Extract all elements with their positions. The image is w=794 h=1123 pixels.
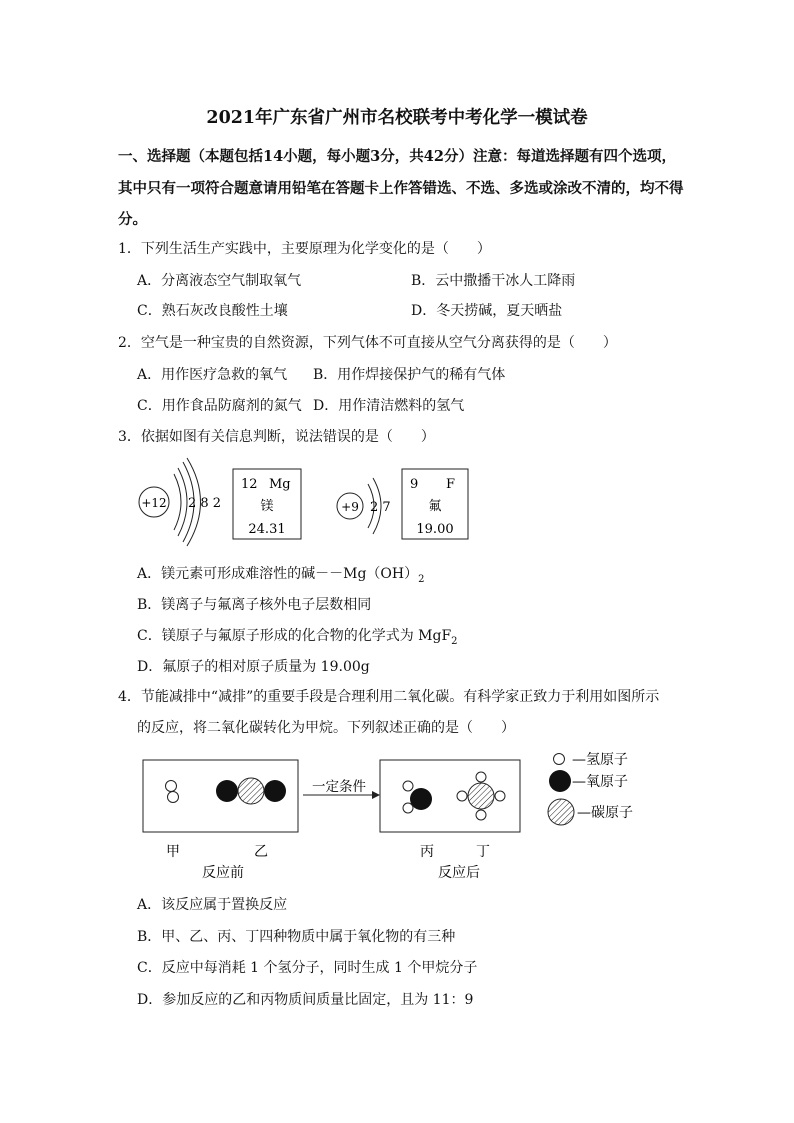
f-atom-diagram <box>337 478 391 534</box>
f-element-card <box>402 469 468 539</box>
question-4-option-c: C．反应中每消耗 1 个氢分子，同时生成 1 个甲烷分子 <box>137 960 478 976</box>
question-1-option-b: B．云中撒播干冰人工降雨 <box>411 273 576 289</box>
question-1-option-a: A．分离液态空气制取氧气 <box>137 273 302 289</box>
section-instructions-line1: 一、选择题（本题包括14小题，每小题3分，共42分）注意：每道选择题有四个选项， <box>118 148 676 165</box>
question-2-option-b: B．用作焊接保护气的稀有气体 <box>313 367 506 383</box>
question-3-option-b: B．镁离子与氟离子核外电子层数相同 <box>137 597 372 613</box>
f-nucleus-charge: +9 <box>341 500 359 514</box>
label-before-reaction: 反应前 <box>202 865 244 881</box>
legend-hydrogen-icon <box>554 754 565 765</box>
hydrogen-atom <box>495 791 505 801</box>
mg-nucleus-charge: +12 <box>141 496 167 510</box>
hydrogen-atom <box>403 781 413 791</box>
oxygen-atom <box>216 780 238 802</box>
question-4-stem-line1: 4．节能减排中“减排”的重要手段是合理利用二氧化碳。有科学家正致力于利用如图所示 <box>118 689 660 705</box>
section-instructions-line2: 其中只有一项符合题意请用铅笔在答题卡上作答错选、不选、多选或涂改不清的，均不得 <box>118 180 684 197</box>
mg-atom-diagram <box>139 458 221 546</box>
hydrogen-atom <box>166 781 177 792</box>
question-4-option-b: B．甲、乙、丙、丁四种物质中属于氧化物的有三种 <box>137 929 456 945</box>
label-jia: 甲 <box>166 844 180 860</box>
carbon-atom <box>238 778 264 804</box>
mg-element-card <box>233 469 301 539</box>
hydrogen-atom <box>476 810 486 820</box>
f-atomic-number: 9 <box>410 477 419 492</box>
question-2-option-a: A．用作医疗急救的氧气 <box>137 367 288 383</box>
mg-symbol: Mg <box>269 477 291 492</box>
mg-atomic-mass: 24.31 <box>248 522 286 537</box>
question-1-option-d: D．冬天捞碱，夏天晒盐 <box>411 303 563 319</box>
question-4-option-d: D．参加反应的乙和丙物质间质量比固定，且为 11：9 <box>137 992 474 1008</box>
hydrogen-atom <box>476 772 486 782</box>
legend-carbon-label: —碳原子 <box>577 805 633 821</box>
mg-electron-shells: 2 8 2 <box>188 496 222 511</box>
label-after-reaction: 反应后 <box>438 865 480 881</box>
legend-oxygen-icon <box>549 770 571 792</box>
atom-structure-figure <box>130 452 470 550</box>
hydrogen-atom <box>168 792 179 803</box>
question-2-option-d: D．用作清洁燃料的氢气 <box>313 398 465 414</box>
question-3-option-a: A．镁元素可形成难溶性的碱$--Mg(OH)_2$ <box>137 566 425 585</box>
f-electron-shells: 2 7 <box>370 500 391 515</box>
reaction-condition: 一定条件 <box>312 779 366 795</box>
hydrogen-atom <box>457 791 467 801</box>
f-symbol: F <box>446 477 456 492</box>
question-3-option-d: D．氟原子的相对原子质量为 19.00g <box>137 659 370 675</box>
mg-atomic-number: 12 <box>241 477 258 492</box>
question-3-stem: 3．依据如图有关信息判断，说法错误的是（ ） <box>118 429 435 445</box>
hydrogen-atom <box>403 803 413 813</box>
label-yi: 乙 <box>254 844 268 860</box>
f-element-name: 氟 <box>428 499 442 514</box>
reaction-figure <box>140 745 650 885</box>
question-3-option-c: C．镁原子与氟原子形成的化合物的化学式为 MgF$_2$ <box>137 628 458 647</box>
label-ding: 丁 <box>476 844 490 860</box>
mg-element-name: 镁 <box>260 499 274 514</box>
page-title: 2021年广东省广州市名校联考中考化学一模试卷 <box>206 108 588 128</box>
carbon-atom <box>468 783 494 809</box>
legend-hydrogen-label: —氢原子 <box>572 752 628 768</box>
section-instructions-line3: 分。 <box>118 211 147 228</box>
question-2-stem: 2．空气是一种宝贵的自然资源，下列气体不可直接从空气分离获得的是（ ） <box>118 335 617 351</box>
legend-carbon-icon <box>548 799 574 825</box>
question-4-option-a: A．该反应属于置换反应 <box>137 897 288 913</box>
f-atomic-mass: 19.00 <box>416 522 454 537</box>
question-1-option-c: C．熟石灰改良酸性土壤 <box>137 303 288 319</box>
oxygen-atom <box>264 780 286 802</box>
label-bing: 丙 <box>420 844 434 860</box>
legend-oxygen-label: —氧原子 <box>572 774 628 790</box>
question-4-stem-line2: 的反应，将二氧化碳转化为甲烷。下列叙述正确的是（ ） <box>137 720 515 736</box>
question-1-stem: 1．下列生活生产实践中，主要原理为化学变化的是（ ） <box>118 241 491 257</box>
question-2-option-c: C．用作食品防腐剂的氮气 <box>137 398 302 414</box>
